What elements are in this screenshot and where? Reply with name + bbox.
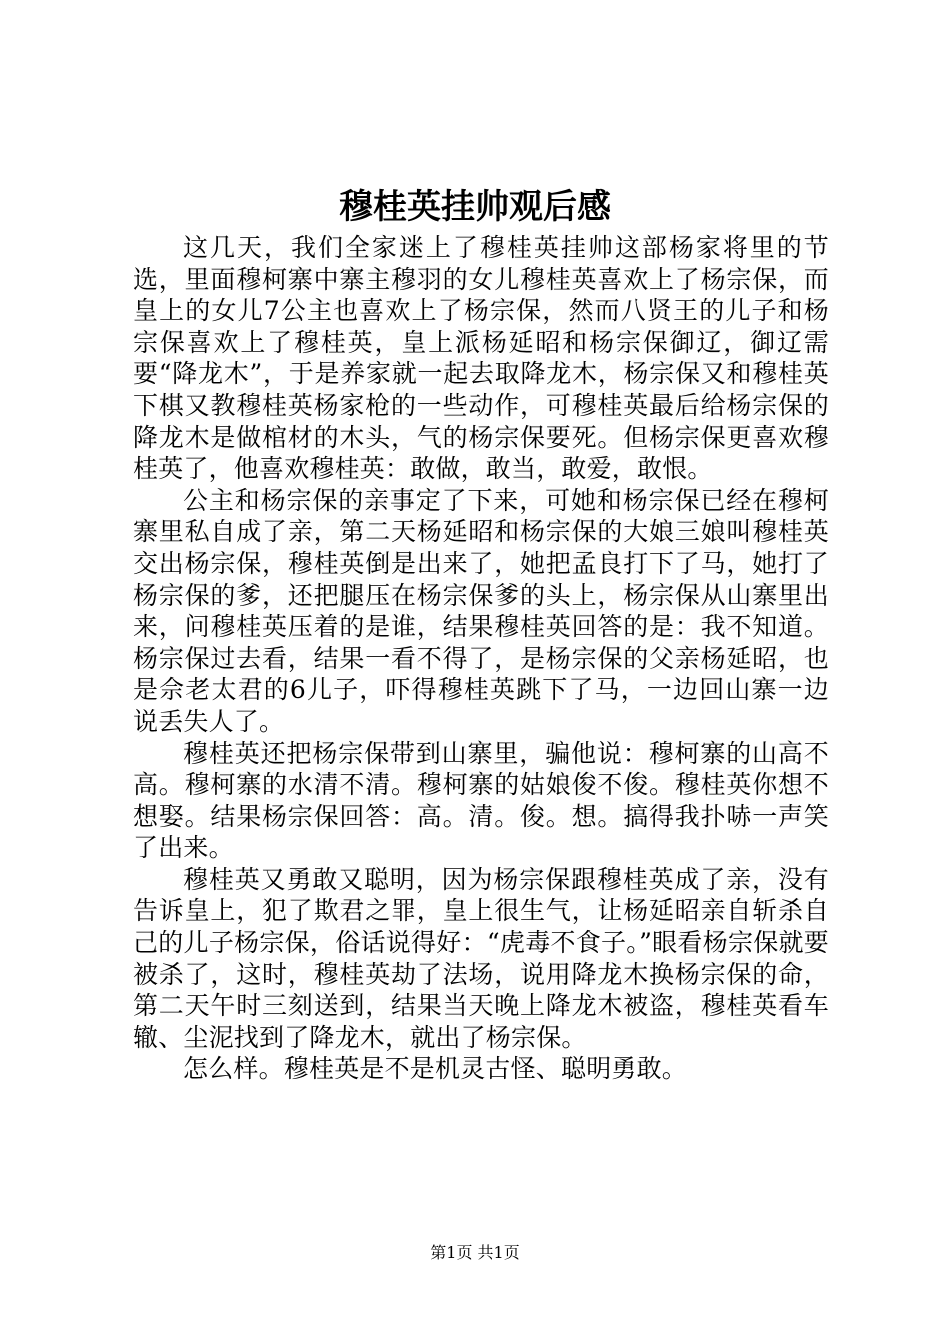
document-body	[133, 232, 829, 1085]
paragraph-1: 这几天，我们全家迷上了穆桂英挂帅这部杨家将里的节选，里面穆柯寨中寨主穆羽的女儿穆桂英喜欢上了杨宗保，而皇上的女儿7公主也喜欢上了杨宗保，然而八贤王的儿子和杨宗保喜欢上了穆桂英，皇上派杨延昭和杨宗保御辽，御辽需要“降龙木”，于是养家就一起去取降龙木，杨宗保又和穆桂英下棋又教穆桂英杨家枪的一些动作，可穆桂英最后给杨宗保的降龙木是做棺材的木头，气的杨宗保要死。但杨宗保更喜欢穆桂英了，他喜欢穆桂英：敢做，敢当，敢爱，敢恨。	[133, 233, 829, 484]
paragraph-5: 怎么样。穆桂英是不是机灵古怪、聪明勇敢。	[183, 1054, 688, 1084]
paragraph-3: 穆桂英还把杨宗保带到山寨里，骗他说：穆柯寨的山高不高。穆柯寨的水清不清。穆柯寨的姑娘俊不俊。穆桂英你想不想娶。结果杨宗保回答：高。清。俊。想。搞得我扑哧一声笑了出来。	[133, 738, 829, 863]
document-title: 穆桂英挂帅观后感	[339, 187, 611, 227]
paragraph-2: 公主和杨宗保的亲事定了下来，可她和杨宗保已经在穆柯寨里私自成了亲，第二天杨延昭和杨宗保的大娘三娘叫穆桂英交出杨宗保，穆桂英倒是出来了，她把孟良打下了马，她打了杨宗保的爹，还把腿压在杨宗保爹的头上，杨宗保从山寨里出来，问穆桂英压着的是谁，结果穆桂英回答的是：我不知道。杨宗保过去看，结果一看不得了，是杨宗保的父亲杨延昭，也是佘老太君的6儿子，吓得穆桂英跳下了马，一边回山寨一边说丢失人了。	[133, 485, 829, 736]
page-footer: 第1页 共1页	[430, 1243, 520, 1262]
paragraph-4: 穆桂英又勇敢又聪明，因为杨宗保跟穆桂英成了亲，没有告诉皇上，犯了欺君之罪，皇上很生气，让杨延昭亲自斩杀自己的儿子杨宗保，俗话说得好：“虎毒不食子。”眼看杨宗保就要被杀了，这时，穆桂英劫了法场，说用降龙木换杨宗保的命，第二天午时三刻送到，结果当天晚上降龙木被盗，穆桂英看车辙、尘泥找到了降龙木，就出了杨宗保。	[133, 864, 829, 1052]
